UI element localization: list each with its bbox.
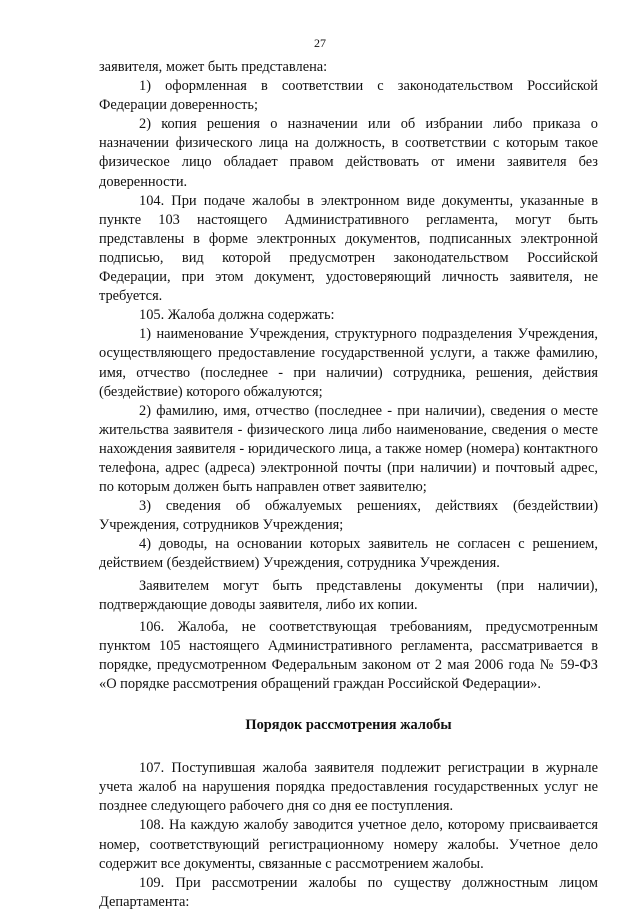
paragraph: 4) доводы, на основании которых заявитель не согласен с решением, действием (бездействием) Учреждения, сотрудника Учреждения.	[99, 536, 598, 572]
section-heading: Порядок рассмотрения жалобы	[245, 717, 452, 734]
paragraph: 3) сведения об обжалуемых решениях, действиях (бездействии) Учреждения, сотрудников Учреждения;	[99, 498, 598, 534]
paragraph: 106. Жалоба, не соответствующая требованиям, предусмотренным пунктом 105 настоящего Административного регламента, рассматривается в порядке, предусмотренном Федеральным законом от 2 мая 2006 года № 59-ФЗ «О порядке рассмотрения обращений граждан Российской Федерации».	[99, 618, 598, 692]
paragraph: заявителя, может быть представлена:	[99, 59, 328, 75]
paragraph: 109. При рассмотрении жалобы по существу должностным лицом Департамента:	[99, 874, 598, 910]
paragraph: Заявителем могут быть представлены документы (при наличии), подтверждающие доводы заявителя, либо их копии.	[99, 577, 598, 613]
page-number: 27	[314, 36, 326, 50]
paragraph: 1) наименование Учреждения, структурного подразделения Учреждения, осуществляющего предоставление государственной услуги, а также фамилию, имя, отчество (последнее - при наличии) сотрудника, решения, действия (бездействие) которого обжалуются;	[99, 326, 598, 400]
paragraph: 105. Жалоба должна содержать:	[139, 307, 335, 324]
paragraph: 2) фамилию, имя, отчество (последнее - при наличии), сведения о месте жительства заявителя - физического лица либо наименование, сведения о месте нахождения заявителя - юридического лица, а также номер (номера) контактного телефона, адрес (адреса) электронной почты (при наличии) и почтовый адрес, по которым должен быть направлен ответ заявителю;	[99, 402, 598, 496]
paragraph: 108. На каждую жалобу заводится учетное дело, которому присваивается номер, соответствующий регистрационному номеру жалобы. Учетное дело содержит все документы, связанные с рассмотрением жалобы.	[99, 817, 598, 872]
document-body	[99, 58, 598, 912]
paragraph: 107. Поступившая жалоба заявителя подлежит регистрации в журнале учета жалоб на нарушения порядка предоставления государственных услуг не позднее следующего рабочего дня со дня ее поступления.	[99, 760, 598, 815]
paragraph: 104. При подаче жалобы в электронном виде документы, указанные в пункте 103 настоящего Административного регламента, могут быть представлены в форме электронных документов, подписанных электронной подписью, вид которой предусмотрен законодательством Российской Федерации, при этом документ, удостоверяющий личность заявителя, не требуется.	[99, 192, 598, 305]
paragraph: 1) оформленная в соответствии с законодательством Российской Федерации доверенность;	[99, 78, 598, 114]
paragraph: 2) копия решения о назначении или об избрании либо приказа о назначении физического лица на должность, в соответствии с которым такое физическое лицо обладает правом действовать от имени заявителя без доверенности.	[99, 116, 598, 190]
